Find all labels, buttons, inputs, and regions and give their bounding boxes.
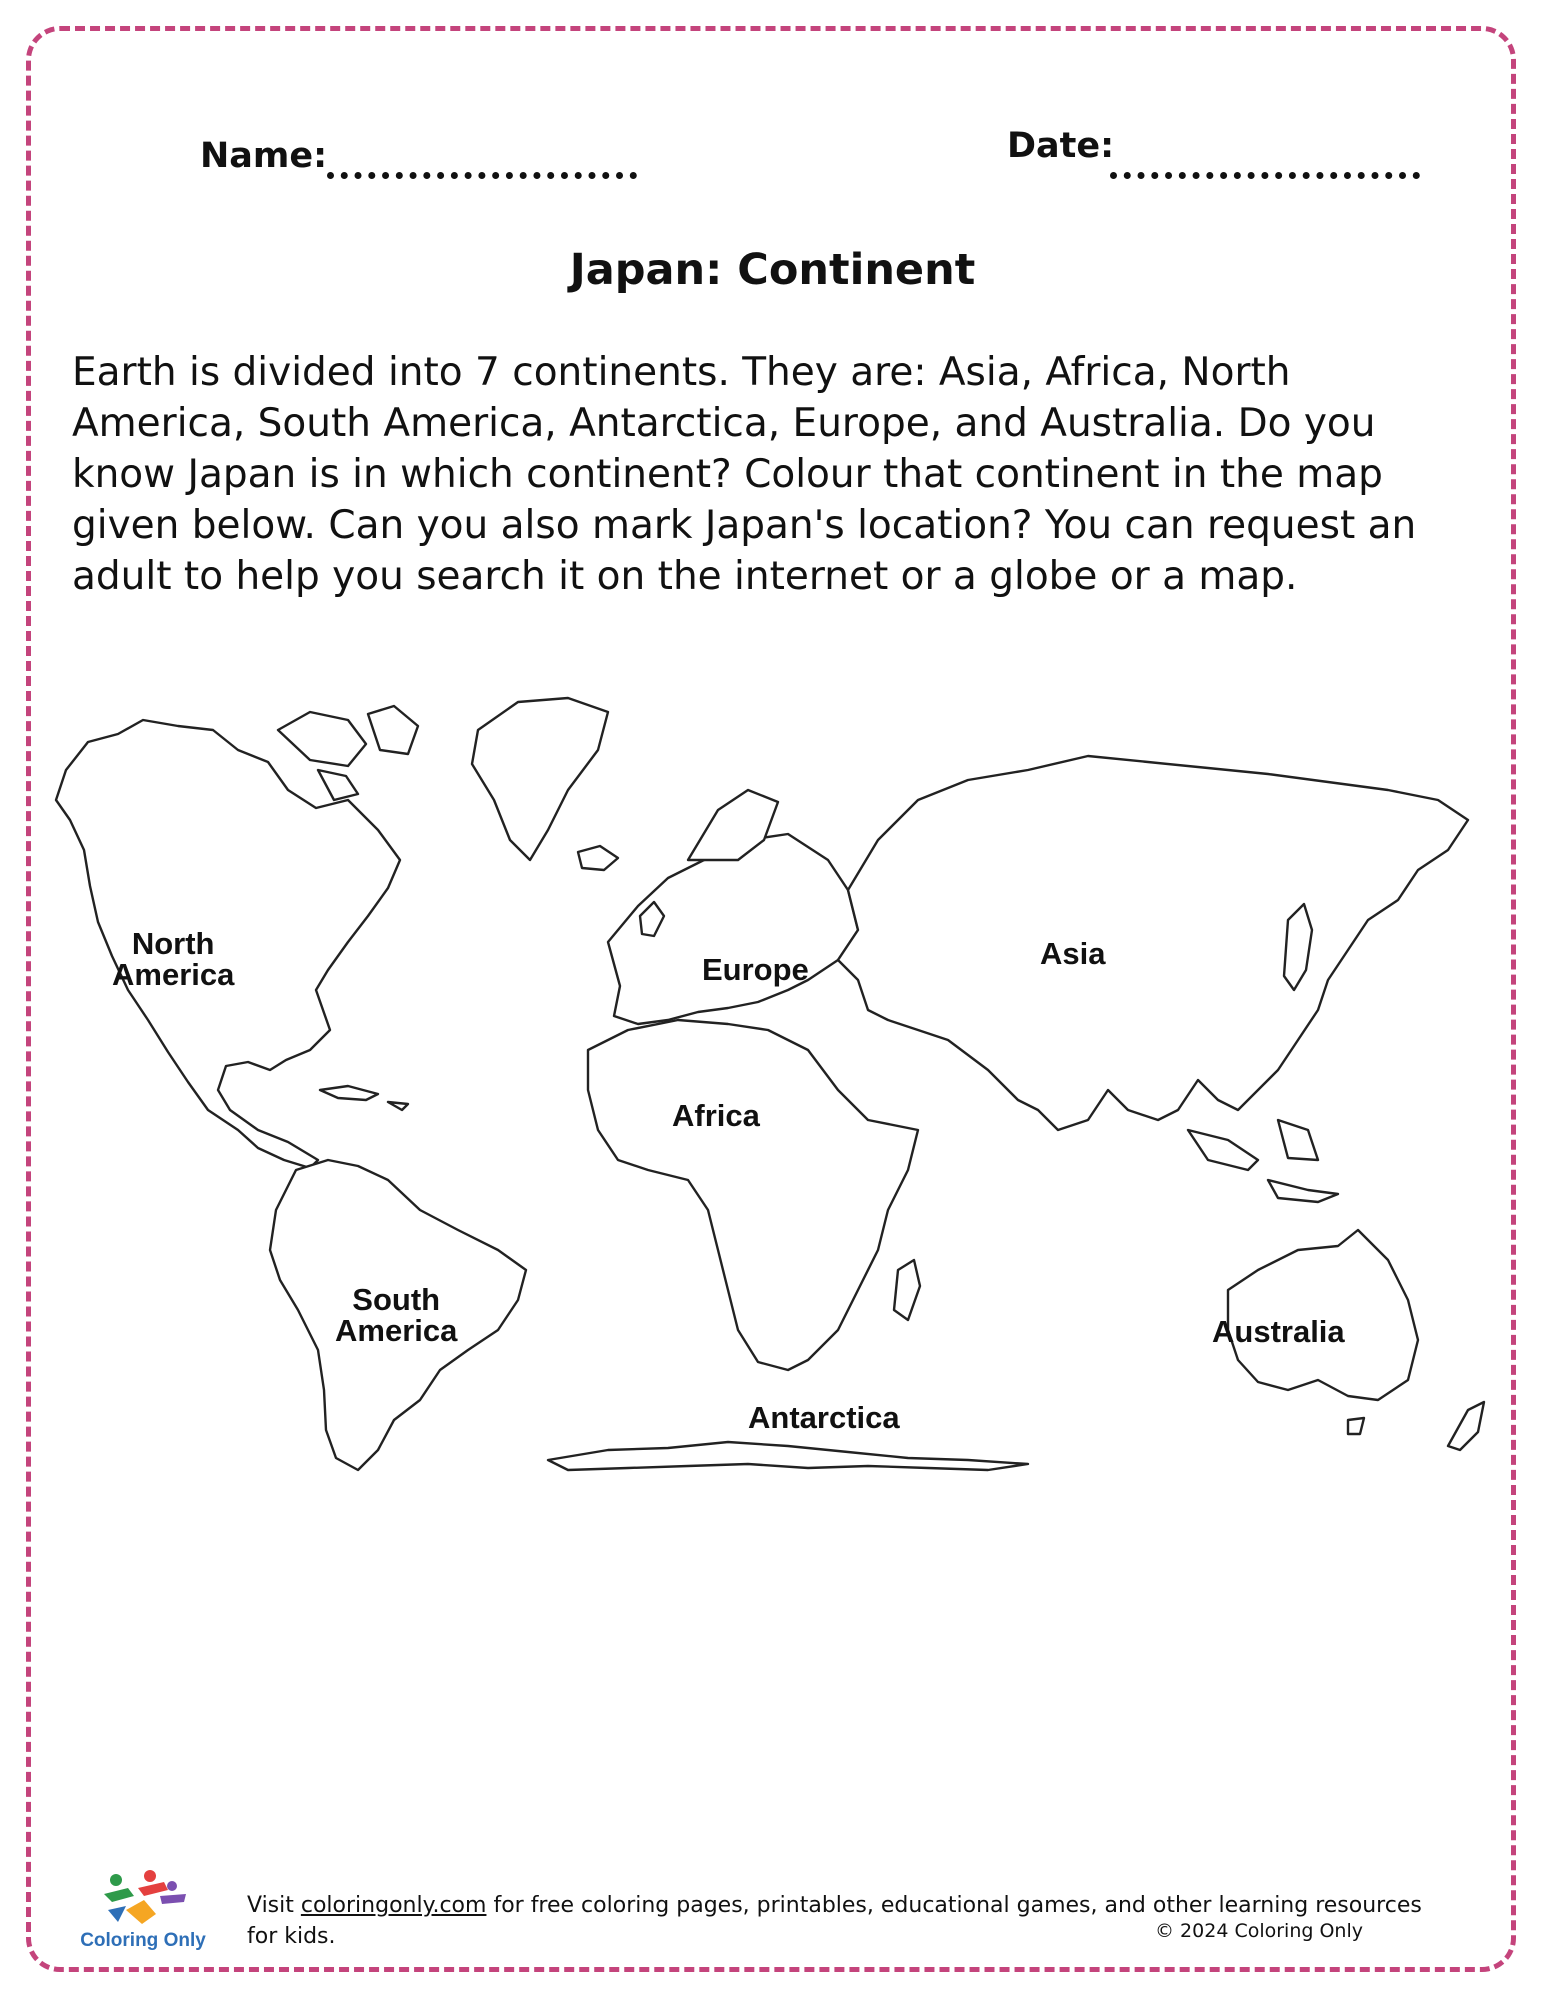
date-label: Date:	[1007, 126, 1115, 166]
coloring-only-logo[interactable]	[68, 1866, 218, 1958]
iceland-outline	[578, 846, 618, 870]
tasmania-outline	[1348, 1418, 1364, 1434]
label-africa: Africa	[672, 1098, 760, 1133]
madagascar-outline	[894, 1260, 920, 1320]
north-america-line-1: North	[131, 926, 215, 961]
label-antarctica: Antarctica	[748, 1400, 900, 1435]
footer-visit-suffix: for free coloring pages, printables, educational games, and other learning resources for kids.	[247, 1893, 1422, 1949]
label-north-america	[112, 928, 234, 990]
world-map-outline	[48, 690, 1500, 1480]
south-america-line-2: America	[335, 1313, 458, 1348]
instructions-text: Earth is divided into 7 continents. They are: Asia, Africa, North America, South America, Antarctica, Europe, and Australia. Do you know Japan is in which continent? Colour that continent in the map given below. Can you also mark Japan's location? You can request an adult to help you search it on the internet or a globe or a map.	[72, 350, 1417, 599]
worksheet-title: Japan: Continent	[569, 245, 976, 295]
asia-outline	[838, 756, 1468, 1130]
logo-figures-icon	[68, 1866, 218, 1930]
south-america-line-1: South	[352, 1282, 441, 1317]
name-label: Name:	[200, 136, 328, 176]
coloringonly-link[interactable]: coloringonly.com	[300, 1893, 487, 1918]
name-field[interactable]	[327, 172, 637, 179]
copyright-text: © 2024 Coloring Only	[1155, 1920, 1363, 1942]
arctic-islands-outline	[278, 706, 418, 800]
africa-outline	[588, 1020, 918, 1370]
antarctica-outline	[548, 1442, 1028, 1470]
date-field[interactable]	[1110, 172, 1420, 179]
label-europe: Europe	[702, 952, 809, 987]
caribbean-outline	[320, 1086, 408, 1110]
footer-visit-prefix: Visit	[247, 1893, 301, 1918]
southeast-asia-islands-outline	[1188, 1120, 1338, 1202]
greenland-outline	[472, 698, 608, 860]
label-asia: Asia	[1040, 936, 1106, 971]
world-map	[48, 690, 1500, 1480]
label-australia: Australia	[1212, 1314, 1345, 1349]
new-zealand-outline	[1448, 1402, 1484, 1450]
logo-text: Coloring Only	[80, 1930, 206, 1951]
north-america-line-2: America	[112, 957, 235, 992]
label-south-america	[335, 1284, 457, 1346]
